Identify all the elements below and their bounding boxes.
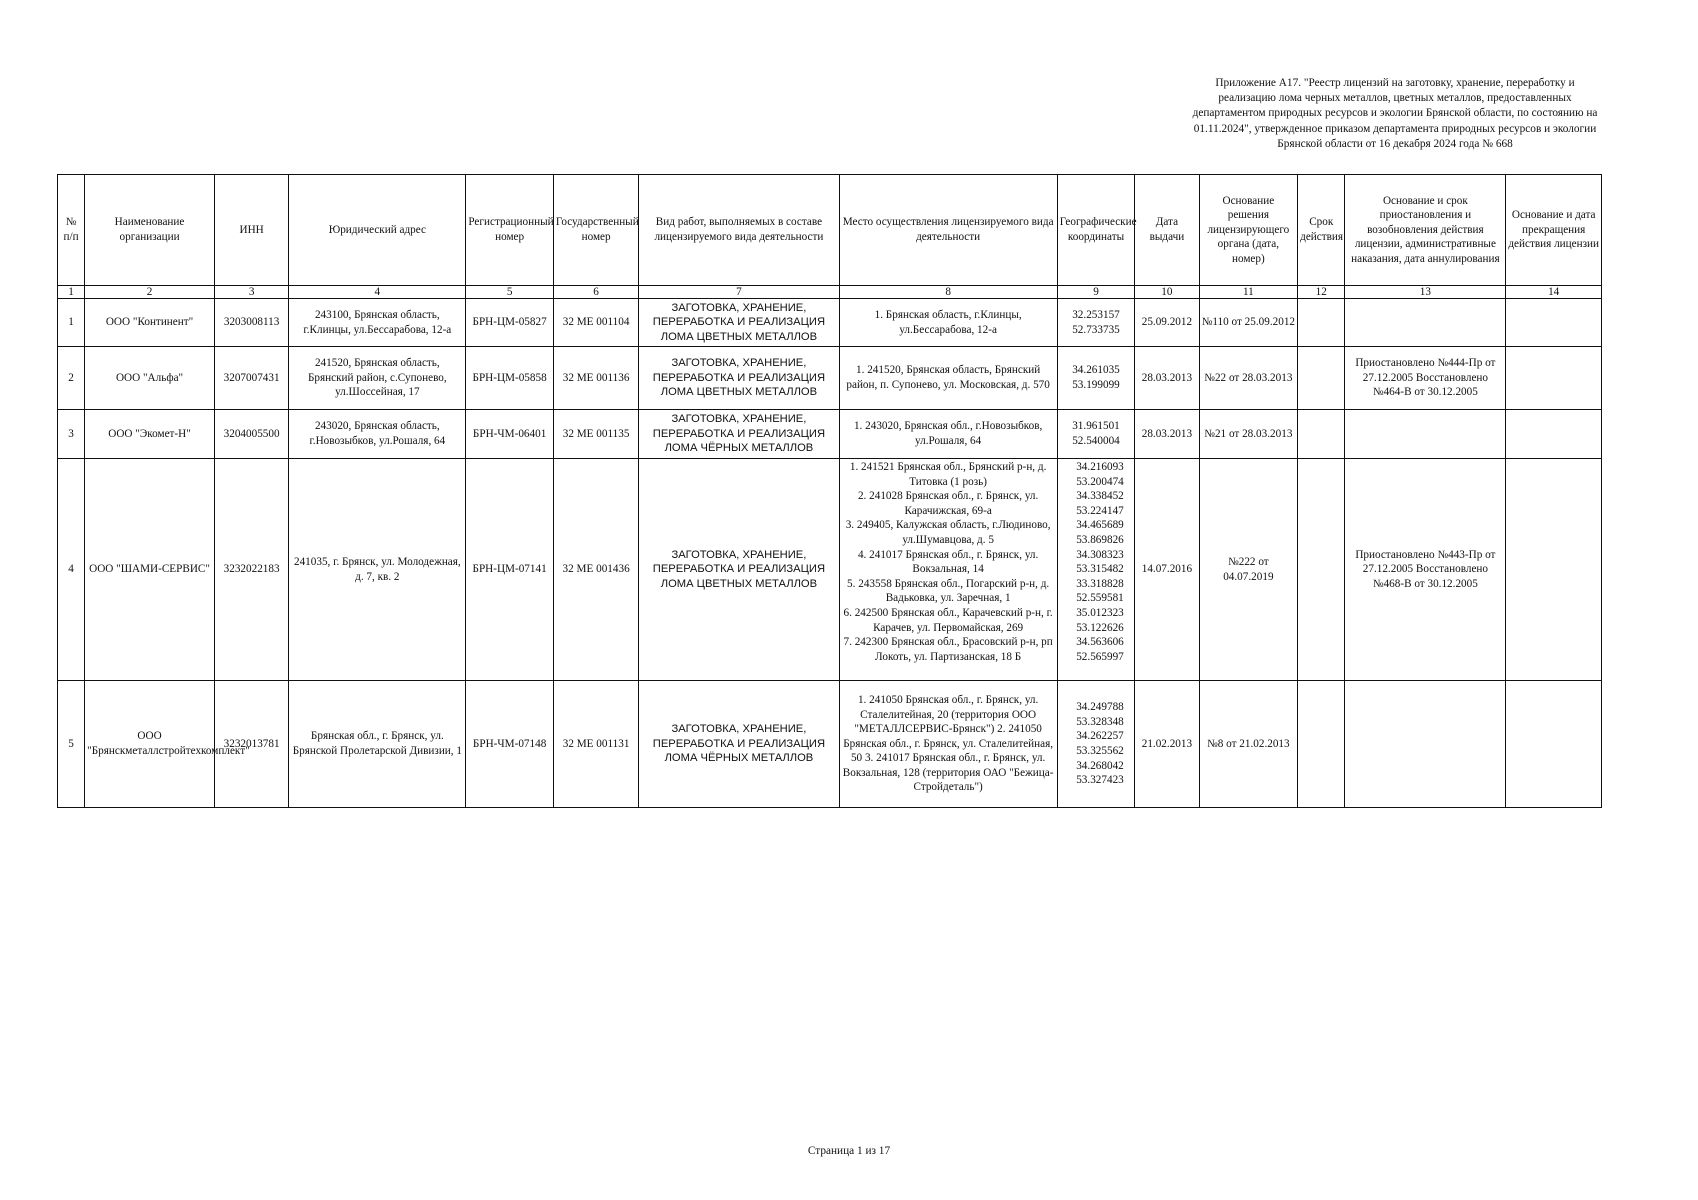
row-number: 5 (58, 681, 85, 808)
coordinate-value: 34.262257 (1076, 730, 1124, 743)
header-cell: Основание и срок приостановления и возобновления действия лицензии, административные наказания, дата аннулирования (1345, 175, 1506, 286)
termination-info (1506, 299, 1602, 347)
coordinate-value: 52.559581 (1076, 592, 1124, 605)
column-number: 12 (1298, 286, 1345, 299)
activity-place: 1. 241520, Брянская область, Брянский район, п. Супонево, ул. Московская, д. 570 (839, 347, 1057, 410)
coordinate-value: 34.308323 (1076, 548, 1124, 561)
column-number: 6 (553, 286, 638, 299)
header-cell: Основание решения лицензирующего органа (дата, номер) (1199, 175, 1298, 286)
termination-info (1506, 681, 1602, 808)
header-cell: Место осуществления лицензируемого вида деятельности (839, 175, 1057, 286)
coordinate-value: 35.012323 (1076, 606, 1124, 619)
legal-address: 243020, Брянская область, г.Новозыбков, ул.Рошаля, 64 (289, 410, 466, 459)
validity-term (1298, 347, 1345, 410)
reg-number: БРН-ЦМ-05858 (466, 347, 554, 410)
header-cell: Государственный номер (553, 175, 638, 286)
column-number: 11 (1199, 286, 1298, 299)
column-number: 5 (466, 286, 554, 299)
suspension-info (1345, 681, 1506, 808)
validity-term (1298, 681, 1345, 808)
state-number: 32 МЕ 001136 (553, 347, 638, 410)
column-number: 13 (1345, 286, 1506, 299)
column-number: 1 (58, 286, 85, 299)
org-name: ООО "Экомет-Н" (85, 410, 215, 459)
coordinate-value: 52.565997 (1076, 650, 1124, 663)
org-name: ООО "Континент" (85, 299, 215, 347)
column-number: 4 (289, 286, 466, 299)
column-number: 9 (1057, 286, 1134, 299)
validity-term (1298, 299, 1345, 347)
coordinate-value: 31.961501 (1072, 420, 1120, 433)
coordinate-value: 53.315482 (1076, 563, 1124, 576)
termination-info (1506, 347, 1602, 410)
decision-basis: №110 от 25.09.2012 (1199, 299, 1298, 347)
place-line: 3. 249405, Калужская область, г.Людиново, ул.Шумавцова, д. 5 (845, 519, 1051, 546)
coordinate-value: 34.563606 (1076, 636, 1124, 649)
decision-basis: №8 от 21.02.2013 (1199, 681, 1298, 808)
issue-date: 21.02.2013 (1135, 681, 1199, 808)
state-number: 32 МЕ 001104 (553, 299, 638, 347)
inn: 3207007431 (214, 347, 288, 410)
page-footer: Страница 1 из 17 (807, 1145, 891, 1157)
suspension-info: Приостановлено №444-Пр от 27.12.2005 Восстановлено №464-В от 30.12.2005 (1345, 347, 1506, 410)
column-number: 2 (85, 286, 215, 299)
header-cell: № п/п (58, 175, 85, 286)
coordinate-value: 53.327423 (1076, 774, 1124, 787)
column-number-row (58, 286, 1602, 299)
issue-date: 28.03.2013 (1135, 410, 1199, 459)
issue-date: 14.07.2016 (1135, 459, 1199, 681)
work-type: ЗАГОТОВКА, ХРАНЕНИЕ, ПЕРЕРАБОТКА И РЕАЛИЗАЦИЯ ЛОМА ЦВЕТНЫХ МЕТАЛЛОВ (639, 459, 839, 681)
place-line: 6. 242500 Брянская обл., Карачевский р-н, г. Карачев, ул. Первомайская, 269 (843, 606, 1053, 634)
work-type: ЗАГОТОВКА, ХРАНЕНИЕ, ПЕРЕРАБОТКА И РЕАЛИЗАЦИЯ ЛОМА ЧЁРНЫХ МЕТАЛЛОВ (639, 410, 839, 459)
decision-basis: №22 от 28.03.2013 (1199, 347, 1298, 410)
org-name: ООО "Брянскметаллстройтехкомплект" (85, 681, 215, 808)
header-cell: Юридический адрес (289, 175, 466, 286)
row-number: 3 (58, 410, 85, 459)
coordinate-value: 53.122626 (1076, 621, 1124, 634)
coordinate-value: 34.216093 (1076, 461, 1124, 473)
header-cell: Вид работ, выполняемых в составе лицензируемого вида деятельности (639, 175, 839, 286)
column-number: 14 (1506, 286, 1602, 299)
work-type: ЗАГОТОВКА, ХРАНЕНИЕ, ПЕРЕРАБОТКА И РЕАЛИЗАЦИЯ ЛОМА ЦВЕТНЫХ МЕТАЛЛОВ (639, 299, 839, 347)
org-name: ООО "ШАМИ-СЕРВИС" (85, 459, 215, 681)
table-row (58, 410, 1602, 459)
coordinates (1057, 410, 1134, 459)
decision-basis: №21 от 28.03.2013 (1199, 410, 1298, 459)
row-number: 1 (58, 299, 85, 347)
reg-number: БРН-ЦМ-07141 (466, 459, 554, 681)
activity-place: 1. Брянская область, г.Клинцы, ул.Бессарабова, 12-а (839, 299, 1057, 347)
place-line: 2. 241028 Брянская обл., г. Брянск, ул. Карачижская, 69-а (857, 490, 1039, 517)
validity-term (1298, 459, 1345, 681)
coordinate-value: 53.200474 (1076, 475, 1124, 488)
coordinates (1057, 681, 1134, 808)
coordinate-value: 53.328348 (1076, 715, 1124, 728)
state-number: 32 МЕ 001436 (553, 459, 638, 681)
header-cell: ИНН (214, 175, 288, 286)
coordinates (1057, 347, 1134, 410)
coordinate-value: 34.268042 (1076, 759, 1124, 772)
row-number: 4 (58, 459, 85, 681)
place-line: 1. 241521 Брянская обл., Брянский р-н, д. Титовка (1 розь) (849, 461, 1047, 488)
coordinate-value: 34.465689 (1076, 519, 1124, 532)
termination-info (1506, 459, 1602, 681)
table-row (58, 459, 1602, 681)
validity-term (1298, 410, 1345, 459)
header-cell: Наименование организации (85, 175, 215, 286)
coordinate-value: 53.224147 (1076, 504, 1124, 517)
column-number: 10 (1135, 286, 1199, 299)
place-line: 5. 243558 Брянская обл., Погарский р-н, д. Вадьковка, ул. Заречная, 1 (847, 577, 1050, 605)
column-number: 8 (839, 286, 1057, 299)
table-row (58, 299, 1602, 347)
coordinate-value: 34.261035 (1072, 364, 1120, 377)
coordinate-value: 52.733735 (1072, 323, 1120, 336)
activity-place (839, 459, 1057, 681)
place-line: 7. 242300 Брянская обл., Брасовский р-н, рп Локоть, ул. Партизанская, 18 Б (843, 636, 1053, 663)
inn: 3203008113 (214, 299, 288, 347)
column-number: 3 (214, 286, 288, 299)
license-registry-table (57, 174, 1602, 808)
suspension-info: Приостановлено №443-Пр от 27.12.2005 Восстановлено №468-В от 30.12.2005 (1345, 459, 1506, 681)
header-cell: Основание и дата прекращения действия лицензии (1506, 175, 1602, 286)
coordinate-value: 53.869826 (1076, 533, 1124, 546)
org-name: ООО "Альфа" (85, 347, 215, 410)
reg-number: БРН-ЧМ-06401 (466, 410, 554, 459)
inn: 3232022183 (214, 459, 288, 681)
coordinates (1057, 299, 1134, 347)
legal-address: Брянская обл., г. Брянск, ул. Брянской Пролетарской Дивизии, 1 (289, 681, 466, 808)
legal-address: 243100, Брянская область, г.Клинцы, ул.Бессарабова, 12-а (289, 299, 466, 347)
coordinate-value: 52.540004 (1072, 435, 1120, 447)
issue-date: 25.09.2012 (1135, 299, 1199, 347)
reg-number: БРН-ЧМ-07148 (466, 681, 554, 808)
header-cell: Регистрационный номер (466, 175, 554, 286)
place-line: 4. 241017 Брянская обл., г. Брянск, ул. Вокзальная, 14 (857, 548, 1039, 576)
coordinate-value: 33.318828 (1076, 577, 1124, 590)
reg-number: БРН-ЦМ-05827 (466, 299, 554, 347)
header-cell: Географические координаты (1057, 175, 1134, 286)
coordinates (1057, 459, 1134, 681)
column-number: 7 (639, 286, 839, 299)
coordinate-list (1068, 460, 1132, 675)
legal-address: 241035, г. Брянск, ул. Молодежная, д. 7, кв. 2 (289, 459, 466, 681)
legal-address: 241520, Брянская область, Брянский район, с.Супонево, ул.Шоссейная, 17 (289, 347, 466, 410)
header-cell: Дата выдачи (1135, 175, 1199, 286)
header-row (58, 175, 1602, 286)
state-number: 32 МЕ 001131 (553, 681, 638, 808)
table-row (58, 681, 1602, 808)
issue-date: 28.03.2013 (1135, 347, 1199, 410)
coordinate-value: 53.199099 (1072, 379, 1120, 391)
decision-basis: №222 от 04.07.2019 (1199, 459, 1298, 681)
activity-place-list (842, 460, 1055, 675)
work-type: ЗАГОТОВКА, ХРАНЕНИЕ, ПЕРЕРАБОТКА И РЕАЛИЗАЦИЯ ЛОМА ЦВЕТНЫХ МЕТАЛЛОВ (639, 347, 839, 410)
row-number: 2 (58, 347, 85, 410)
work-type: ЗАГОТОВКА, ХРАНЕНИЕ, ПЕРЕРАБОТКА И РЕАЛИЗАЦИЯ ЛОМА ЧЁРНЫХ МЕТАЛЛОВ (639, 681, 839, 808)
suspension-info (1345, 299, 1506, 347)
coordinate-value: 34.249788 (1076, 701, 1124, 714)
coordinate-value: 32.253157 (1072, 308, 1120, 321)
coordinate-value: 34.338452 (1076, 490, 1124, 503)
table-row (58, 347, 1602, 410)
inn: 3204005500 (214, 410, 288, 459)
activity-place: 1. 243020, Брянская обл., г.Новозыбков, ул.Рошаля, 64 (839, 410, 1057, 459)
coordinate-value: 53.325562 (1076, 745, 1124, 757)
state-number: 32 МЕ 001135 (553, 410, 638, 459)
suspension-info (1345, 410, 1506, 459)
document-caption: Приложение А17. "Реестр лицензий на заготовку, хранение, переработку и реализацию лома черных металлов, цветных металлов, предоставленных департаментом природных ресурсов и экологии Брянской области, по состоянию на 01.11.2024", утвержденное приказом департамента природных ресурсов и экологии Брянской области от 16 декабря 2024 года № 668 (1192, 77, 1598, 150)
activity-place: 1. 241050 Брянская обл., г. Брянск, ул. Сталелитейная, 20 (территория ООО "МЕТАЛЛСЕРВИС-Брянск") 2. 241050 Брянская обл., г. Брянск, ул. Сталелитейная, 50 3. 241017 Брянская обл., г. Брянск, ул. Вокзальная, 128 (территория ОАО "Бежица-Стройдеталь") (839, 681, 1057, 808)
inn: 3232013781 (214, 681, 288, 808)
termination-info (1506, 410, 1602, 459)
header-cell: Срок действия (1298, 175, 1345, 286)
